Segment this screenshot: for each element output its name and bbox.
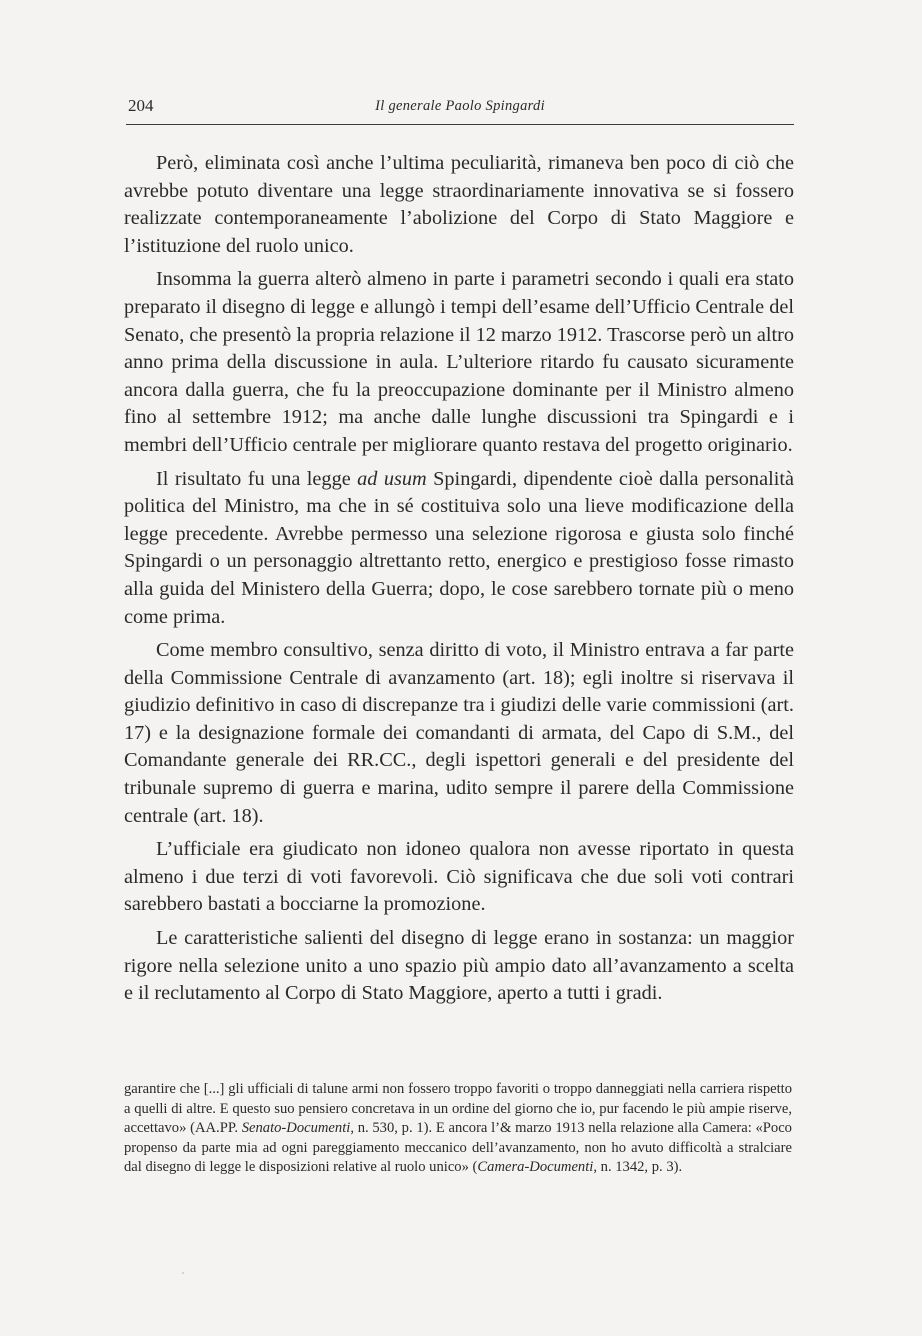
footnote-part: , n. 1342, p. 3). <box>593 1159 683 1175</box>
footnote-reference: Senato-Documenti <box>241 1120 351 1136</box>
page-header <box>126 94 794 125</box>
paragraph: Le caratteristiche salienti del disegno di legge erano in sostanza: un maggior rigore nella selezione unito a uno spazio più ampio dato all’avanzamento a scelta e il reclutamento al Corpo di Stato Maggiore, aperto a tutti i gradi. <box>124 927 794 1005</box>
footnote-part: , n. 530, p. 1). E ancora l’& marzo 1913 nella relazione alla Camera: «Poco propenso da parte mia ad ogni pareggiamento meccanico dell’avanzamento, non ho avuto difficoltà a stralciare dal disegno di legge le disposizioni relative al ruolo unico» ( <box>124 1120 792 1175</box>
paragraph-text: Il risultato fu una legge <box>156 467 358 490</box>
footnote-part: garantire che [...] gli ufficiali di talune armi non fossero troppo favoriti o troppo danneggiati nella carriera rispetto a quelli di altre. E questo suo pensiero concretava in un ordine del giorno che io, pur facendo le più ampie riserve, accettavo» (AA.PP. <box>124 1081 792 1136</box>
footnote-text <box>124 1080 792 1178</box>
paragraph: Però, eliminata così anche l’ultima peculiarità, rimaneva ben poco di ciò che avrebbe potuto diventare una legge straordinariamente innovativa se si fossero realizzate contemporaneamente l’abolizione del Corpo di Stato Maggiore e l’istituzione del ruolo unico. <box>124 152 794 257</box>
paragraph <box>124 466 794 632</box>
latin-emphasis: ad usum <box>357 467 427 490</box>
paragraph: Insomma la guerra alterò almeno in parte i parametri secondo i quali era stato preparato il disegno di legge e allungò i tempi dell’esame dell’Ufficio Centrale del Senato, che presentò la propria relazione il 12 marzo 1912. Trascorse però un altro anno prima della discussione in aula. L’ulteriore ritardo fu causato sicuramente ancora dalla guerra, che fu la preoccupazione dominante per il Ministro almeno fino al settembre 1912; ma anche dalle lunghe discussioni tra Spingardi e i membri dell’Ufficio centrale per migliorare quanto restava del progetto originario. <box>124 268 794 456</box>
scan-speck <box>182 1272 184 1274</box>
paragraph: Come membro consultivo, senza diritto di voto, il Ministro entrava a far parte della Commissione Centrale di avanzamento (art. 18); egli inoltre si riservava il giudizio definitivo in caso di discrepanze tra i giudizi delle varie commissioni (art. 17) e la designazione formale dei comandanti di armata, del Capo di S.M., del Comandante generale dei RR.CC., degli ispettori generali e del presidente del tribunale supremo di guerra e marina, udito sempre il parere della Commissione centrale (art. 18). <box>124 639 794 827</box>
running-title: Il generale Paolo Spingardi <box>375 98 545 114</box>
paragraph: L’ufficiale era giudicato non idoneo qualora non avesse riportato in questa almeno i due terzi di voti favorevoli. Ciò significava che due soli voti contrari sarebbero bastati a bocciarne la promozione. <box>124 838 794 916</box>
footnote-reference: Camera-Documenti <box>477 1159 594 1175</box>
main-text <box>124 150 794 1014</box>
paragraph-text: Spingardi, dipendente cioè dalla personalità politica del Ministro, ma che in sé costituiva solo una lieve modificazione della legge precedente. Avrebbe permesso una selezione rigorosa e giusta solo finché Spingardi o un personaggio altrettanto retto, energico e prestigioso fosse rimasto alla guida del Ministero della Guerra; dopo, le cose sarebbero tornate più o meno come prima. <box>124 467 794 628</box>
page-number: 204 <box>128 96 154 115</box>
footnote <box>124 1080 792 1178</box>
